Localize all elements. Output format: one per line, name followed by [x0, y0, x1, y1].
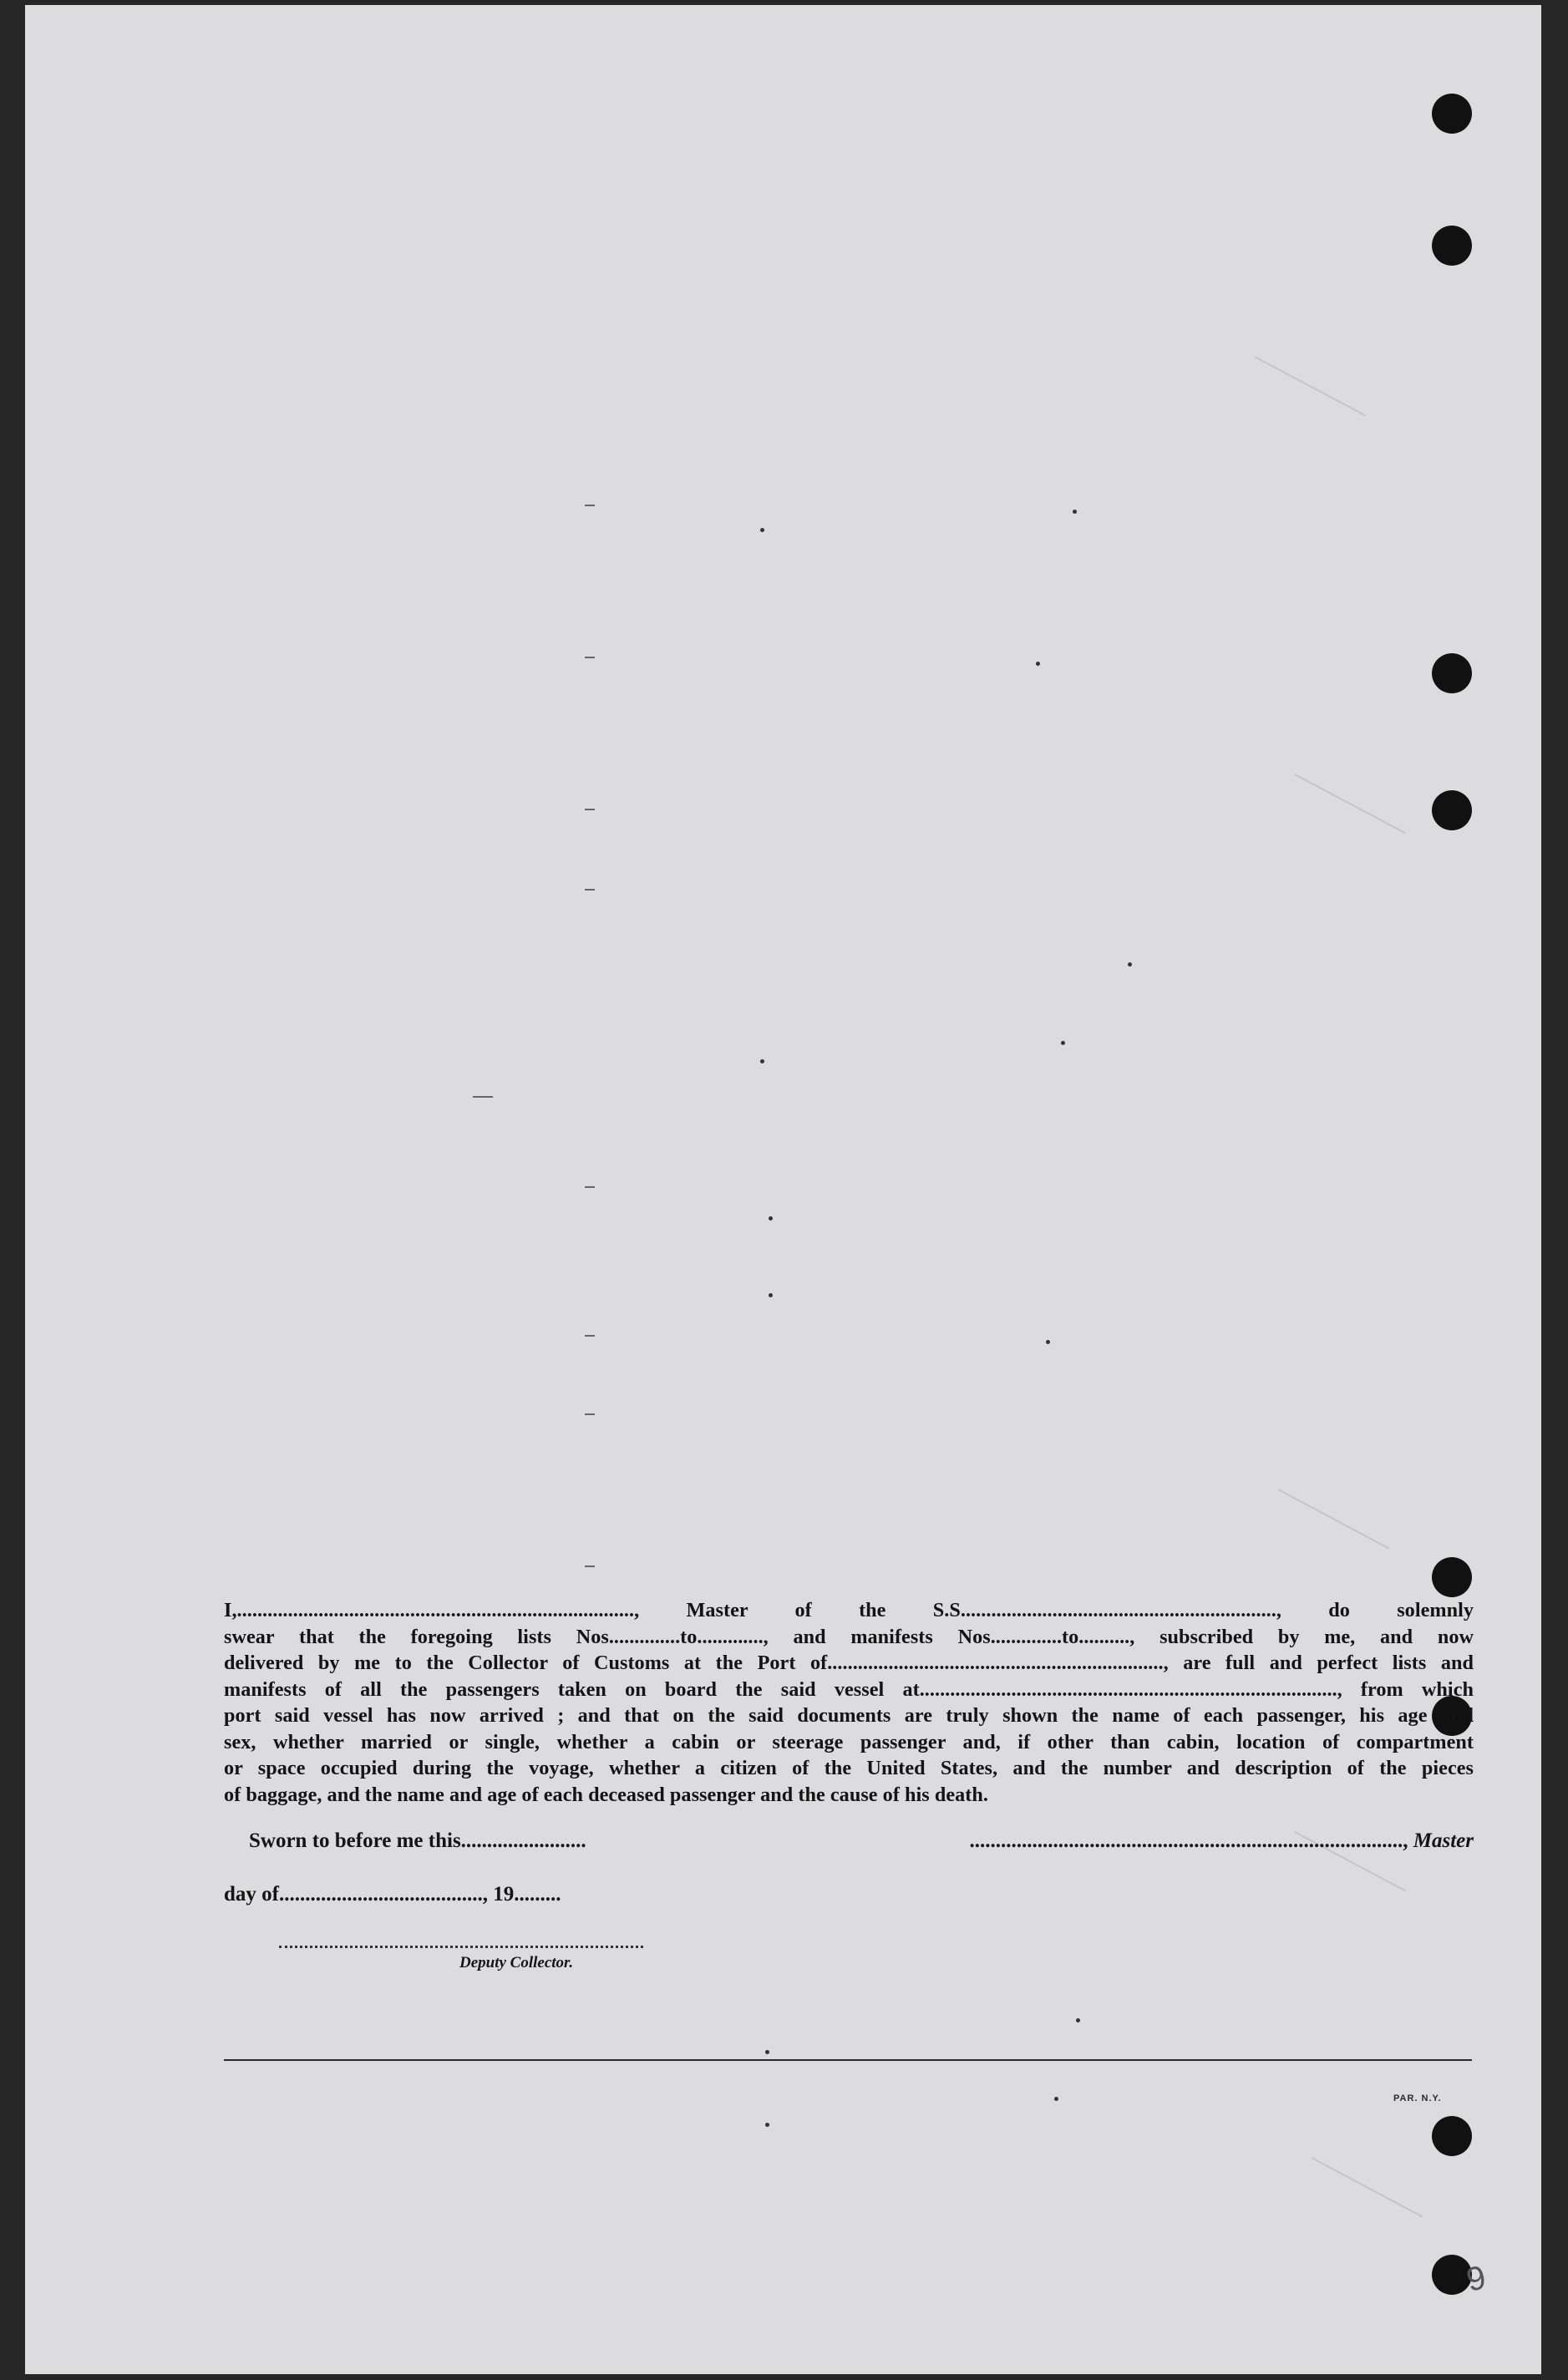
oath-line: port said vessel has now arrived ; and that on the said documents are truly shown the name of each passenger, his age and	[224, 1704, 1474, 1727]
ink-speck	[1054, 2097, 1058, 2101]
ink-speck	[769, 1293, 773, 1297]
master-signature-line	[966, 1829, 1474, 1853]
ink-dash	[585, 1335, 595, 1337]
ink-dash	[585, 657, 595, 658]
oath-line: I,.............................................................................., Master of the S.S.............................................................., do solemnly	[224, 1599, 1474, 1621]
ink-speck	[1073, 510, 1077, 514]
oath-line: manifests of all the passengers taken on board the said vessel at.................................................................................., from which	[224, 1677, 1474, 1701]
ink-speck	[765, 2123, 769, 2127]
master-oath-paragraph	[224, 1597, 1474, 1808]
sworn-line: Sworn to before me this........................	[249, 1829, 586, 1852]
bleed-through-stroke	[1255, 356, 1366, 416]
oath-line: swear that the foregoing lists Nos..............to............., and manifests Nos..............to.........., subscribed by me, and now	[224, 1625, 1474, 1648]
ink-dash	[585, 1566, 595, 1567]
ink-speck	[1046, 1340, 1050, 1344]
punch-hole	[1432, 790, 1472, 830]
master-signature-dots: ...................................................................................,	[969, 1829, 1413, 1852]
printer-mark: PAR. N.Y.	[1393, 2093, 1442, 2103]
ink-speck	[1061, 1041, 1065, 1045]
deputy-collector-label: Deputy Collector.	[459, 1954, 574, 1971]
punch-hole	[1432, 1557, 1472, 1597]
oath-line: or space occupied during the voyage, whether a citizen of the United States, and the number and description of the pieces	[224, 1757, 1474, 1779]
punch-hole	[1432, 94, 1472, 134]
ink-dash	[585, 1413, 595, 1415]
ink-speck	[1076, 2018, 1080, 2022]
horizontal-rule	[224, 2059, 1472, 2061]
ink-dash	[585, 1186, 595, 1188]
ink-speck	[760, 528, 764, 532]
ink-dash	[585, 505, 595, 506]
handwritten-mark: 9	[1463, 2259, 1489, 2299]
punch-hole	[1432, 2116, 1472, 2156]
day-of-line: day of......................................., 19.........	[224, 1883, 561, 1906]
ink-dash	[473, 1096, 493, 1098]
ink-speck	[1128, 962, 1132, 967]
oath-line: sex, whether married or single, whether a cabin or steerage passenger and, if other than cabin, location of compartment	[224, 1730, 1474, 1753]
ink-speck	[769, 1216, 773, 1220]
oath-line: of baggage, and the name and age of each deceased passenger and the cause of his death.	[224, 1783, 988, 1806]
manifest-page	[25, 5, 1541, 2374]
deputy-collector-signature-line	[279, 1946, 643, 1948]
master-label: Master	[1413, 1829, 1474, 1852]
bleed-through-stroke	[1312, 2157, 1423, 2217]
oath-line: delivered by me to the Collector of Customs at the Port of.................................................................., are full and perfect lists and	[224, 1652, 1474, 1674]
ink-speck	[760, 1059, 764, 1063]
ink-speck	[765, 2050, 769, 2054]
bleed-through-stroke	[1295, 774, 1406, 834]
ink-dash	[585, 889, 595, 891]
punch-hole	[1432, 226, 1472, 266]
punch-hole	[1432, 653, 1472, 693]
bleed-through-stroke	[1278, 1489, 1389, 1549]
ink-dash	[585, 809, 595, 810]
ink-speck	[1036, 662, 1040, 666]
